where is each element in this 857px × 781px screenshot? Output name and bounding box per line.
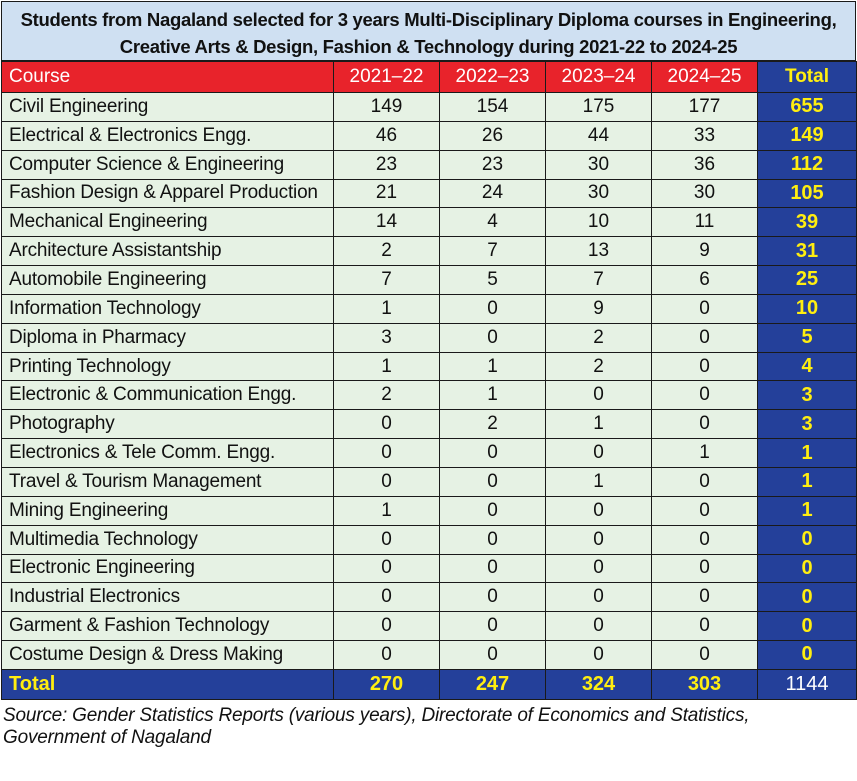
cell-2024-25: 0 — [652, 352, 758, 381]
header-row — [2, 62, 857, 93]
cell-2022-23: 154 — [440, 93, 546, 122]
table-row — [2, 352, 857, 381]
cell-2021-22: 46 — [334, 121, 440, 150]
table-row — [2, 554, 857, 583]
table-row — [2, 612, 857, 641]
cell-course: Civil Engineering — [2, 93, 334, 122]
column-header-2023-24: 2023–24 — [546, 62, 652, 93]
total-2023-24: 324 — [546, 669, 652, 699]
cell-course: Electronic & Communication Engg. — [2, 381, 334, 410]
cell-total: 655 — [758, 93, 857, 122]
cell-course: Mining Engineering — [2, 496, 334, 525]
cell-total: 39 — [758, 208, 857, 237]
cell-2022-23: 0 — [440, 467, 546, 496]
cell-2024-25: 1 — [652, 439, 758, 468]
cell-2024-25: 0 — [652, 612, 758, 641]
cell-2022-23: 0 — [440, 554, 546, 583]
table-row — [2, 294, 857, 323]
title-line-2: Creative Arts & Design, Fashion & Technology during 2021-22 to 2024-25 — [119, 36, 738, 57]
cell-2023-24: 0 — [546, 641, 652, 670]
table-row — [2, 266, 857, 295]
source-line-2: Government of Nagaland — [3, 726, 211, 748]
cell-2024-25: 0 — [652, 323, 758, 352]
cell-2021-22: 14 — [334, 208, 440, 237]
cell-2024-25: 0 — [652, 525, 758, 554]
cell-2023-24: 0 — [546, 554, 652, 583]
cell-course: Costume Design & Dress Making — [2, 641, 334, 670]
cell-2022-23: 7 — [440, 237, 546, 266]
cell-2024-25: 36 — [652, 150, 758, 179]
cell-2022-23: 1 — [440, 381, 546, 410]
cell-course: Electrical & Electronics Engg. — [2, 121, 334, 150]
cell-2021-22: 3 — [334, 323, 440, 352]
cell-total: 1 — [758, 496, 857, 525]
cell-2023-24: 30 — [546, 150, 652, 179]
cell-total: 0 — [758, 612, 857, 641]
cell-course: Garment & Fashion Technology — [2, 612, 334, 641]
cell-total: 149 — [758, 121, 857, 150]
cell-2023-24: 0 — [546, 525, 652, 554]
column-header-2021-22: 2021–22 — [334, 62, 440, 93]
table-row — [2, 641, 857, 670]
cell-total: 25 — [758, 266, 857, 295]
table-row — [2, 237, 857, 266]
cell-2024-25: 177 — [652, 93, 758, 122]
cell-2024-25: 6 — [652, 266, 758, 295]
cell-total: 1 — [758, 467, 857, 496]
cell-2024-25: 0 — [652, 294, 758, 323]
cell-2023-24: 0 — [546, 583, 652, 612]
cell-total: 112 — [758, 150, 857, 179]
cell-2023-24: 0 — [546, 439, 652, 468]
column-header-total: Total — [758, 62, 857, 93]
cell-2023-24: 9 — [546, 294, 652, 323]
cell-course: Travel & Tourism Management — [2, 467, 334, 496]
cell-2023-24: 2 — [546, 323, 652, 352]
cell-2021-22: 0 — [334, 641, 440, 670]
cell-2022-23: 23 — [440, 150, 546, 179]
totals-label: Total — [2, 669, 334, 699]
cell-2021-22: 21 — [334, 179, 440, 208]
table-row — [2, 121, 857, 150]
cell-2021-22: 0 — [334, 525, 440, 554]
cell-course: Diploma in Pharmacy — [2, 323, 334, 352]
cell-2022-23: 26 — [440, 121, 546, 150]
cell-course: Information Technology — [2, 294, 334, 323]
cell-2021-22: 2 — [334, 237, 440, 266]
cell-2023-24: 44 — [546, 121, 652, 150]
cell-2022-23: 0 — [440, 583, 546, 612]
cell-2021-22: 0 — [334, 612, 440, 641]
cell-2022-23: 0 — [440, 294, 546, 323]
cell-2023-24: 175 — [546, 93, 652, 122]
total-2024-25: 303 — [652, 669, 758, 699]
cell-2024-25: 0 — [652, 381, 758, 410]
cell-2024-25: 11 — [652, 208, 758, 237]
cell-2022-23: 0 — [440, 323, 546, 352]
cell-2021-22: 7 — [334, 266, 440, 295]
table-row — [2, 179, 857, 208]
cell-2024-25: 0 — [652, 496, 758, 525]
cell-2023-24: 30 — [546, 179, 652, 208]
cell-2023-24: 0 — [546, 496, 652, 525]
cell-total: 0 — [758, 641, 857, 670]
cell-2021-22: 0 — [334, 410, 440, 439]
column-header-2024-25: 2024–25 — [652, 62, 758, 93]
cell-2021-22: 23 — [334, 150, 440, 179]
table-row — [2, 93, 857, 122]
source-note — [1, 705, 856, 749]
cell-course: Automobile Engineering — [2, 266, 334, 295]
total-2021-22: 270 — [334, 669, 440, 699]
table-row — [2, 496, 857, 525]
cell-course: Mechanical Engineering — [2, 208, 334, 237]
cell-total: 5 — [758, 323, 857, 352]
table-row — [2, 410, 857, 439]
table-figure — [1, 1, 856, 749]
table-row — [2, 439, 857, 468]
cell-2021-22: 1 — [334, 352, 440, 381]
cell-2022-23: 5 — [440, 266, 546, 295]
source-line-1: Source: Gender Statistics Reports (various years), Directorate of Economics and Statistics, — [3, 704, 750, 726]
table-row — [2, 208, 857, 237]
cell-2024-25: 0 — [652, 467, 758, 496]
cell-2022-23: 0 — [440, 641, 546, 670]
cell-2024-25: 30 — [652, 179, 758, 208]
cell-2021-22: 0 — [334, 583, 440, 612]
cell-2021-22: 2 — [334, 381, 440, 410]
cell-total: 0 — [758, 583, 857, 612]
cell-total: 0 — [758, 525, 857, 554]
table-row — [2, 323, 857, 352]
cell-2023-24: 1 — [546, 467, 652, 496]
cell-course: Multimedia Technology — [2, 525, 334, 554]
cell-2024-25: 0 — [652, 641, 758, 670]
column-header-course: Course — [2, 62, 334, 93]
cell-2021-22: 0 — [334, 439, 440, 468]
table-row — [2, 150, 857, 179]
cell-course: Fashion Design & Apparel Production — [2, 179, 334, 208]
cell-2024-25: 9 — [652, 237, 758, 266]
cell-2022-23: 2 — [440, 410, 546, 439]
cell-2023-24: 10 — [546, 208, 652, 237]
cell-total: 3 — [758, 410, 857, 439]
table-row — [2, 583, 857, 612]
cell-course: Industrial Electronics — [2, 583, 334, 612]
total-2022-23: 247 — [440, 669, 546, 699]
cell-2021-22: 1 — [334, 496, 440, 525]
cell-total: 105 — [758, 179, 857, 208]
cell-2022-23: 4 — [440, 208, 546, 237]
cell-course: Photography — [2, 410, 334, 439]
cell-total: 4 — [758, 352, 857, 381]
cell-2022-23: 0 — [440, 496, 546, 525]
table-title — [1, 1, 856, 61]
cell-2024-25: 0 — [652, 554, 758, 583]
cell-2021-22: 1 — [334, 294, 440, 323]
cell-2024-25: 0 — [652, 583, 758, 612]
cell-2023-24: 13 — [546, 237, 652, 266]
cell-total: 31 — [758, 237, 857, 266]
cell-total: 0 — [758, 554, 857, 583]
cell-2024-25: 33 — [652, 121, 758, 150]
cell-2023-24: 7 — [546, 266, 652, 295]
data-table — [1, 61, 857, 700]
cell-2024-25: 0 — [652, 410, 758, 439]
cell-2022-23: 0 — [440, 525, 546, 554]
cell-2023-24: 1 — [546, 410, 652, 439]
column-header-2022-23: 2022–23 — [440, 62, 546, 93]
cell-total: 1 — [758, 439, 857, 468]
cell-2022-23: 0 — [440, 612, 546, 641]
cell-2021-22: 149 — [334, 93, 440, 122]
cell-2022-23: 0 — [440, 439, 546, 468]
table-row — [2, 381, 857, 410]
cell-2023-24: 2 — [546, 352, 652, 381]
grand-total: 1144 — [758, 669, 857, 699]
cell-2023-24: 0 — [546, 381, 652, 410]
cell-course: Electronic Engineering — [2, 554, 334, 583]
cell-course: Electronics & Tele Comm. Engg. — [2, 439, 334, 468]
cell-2022-23: 24 — [440, 179, 546, 208]
cell-2022-23: 1 — [440, 352, 546, 381]
cell-2021-22: 0 — [334, 554, 440, 583]
cell-total: 3 — [758, 381, 857, 410]
cell-2023-24: 0 — [546, 612, 652, 641]
cell-course: Printing Technology — [2, 352, 334, 381]
table-row — [2, 467, 857, 496]
cell-course: Architecture Assistantship — [2, 237, 334, 266]
cell-2021-22: 0 — [334, 467, 440, 496]
title-line-1: Students from Nagaland selected for 3 years Multi-Disciplinary Diploma courses in Engineering, — [20, 9, 837, 30]
table-row — [2, 525, 857, 554]
table-body — [2, 93, 857, 670]
cell-total: 10 — [758, 294, 857, 323]
totals-row — [2, 669, 857, 699]
cell-course: Computer Science & Engineering — [2, 150, 334, 179]
